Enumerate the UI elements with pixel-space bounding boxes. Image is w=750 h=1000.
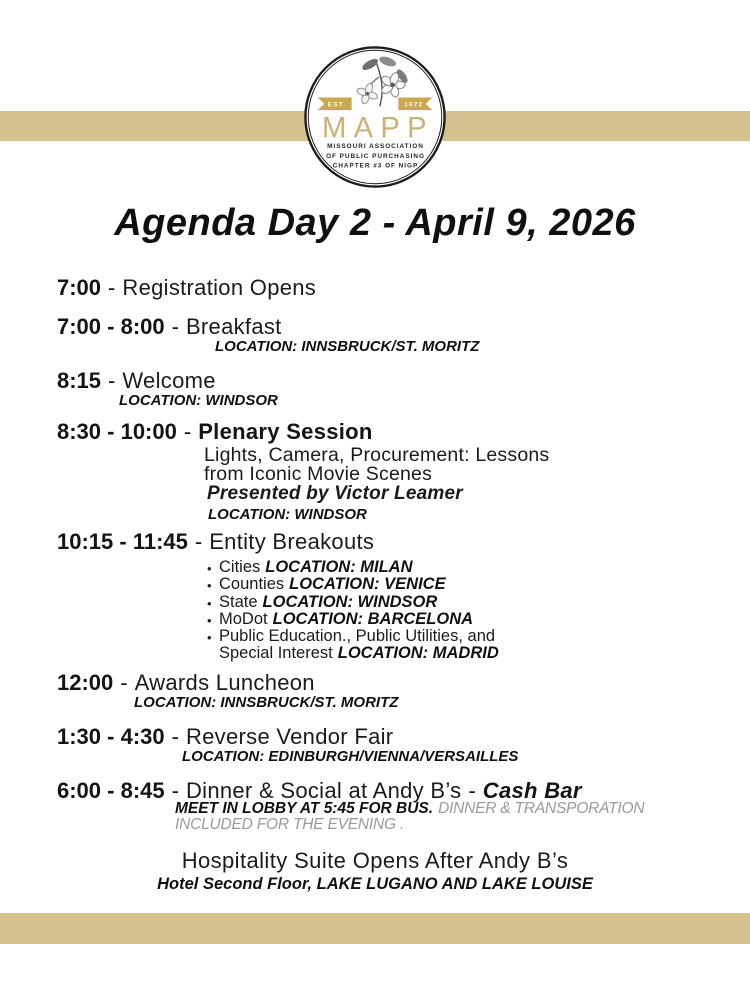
event-location: LOCATION: EDINBURGH/VIENNA/VERSAILLES	[182, 748, 519, 765]
dash-separator: -	[120, 670, 128, 695]
agenda-item-registration	[57, 276, 316, 300]
breakout-name: MoDot	[219, 609, 268, 628]
agenda-row	[57, 420, 549, 444]
agenda-row	[57, 671, 398, 695]
included-note-line1: DINNER & TRANSPORATION	[438, 800, 645, 817]
session-description-line1: Lights, Camera, Procurement: Lessons	[204, 444, 550, 466]
agenda-item-breakfast	[57, 315, 479, 355]
breakout-item-cities	[207, 559, 499, 576]
agenda-item-awards-luncheon	[57, 671, 398, 711]
dash-separator: -	[183, 419, 192, 444]
est-label: EST.	[327, 101, 347, 109]
event-title: Welcome	[122, 368, 216, 393]
breakout-location: LOCATION: BARCELONA	[272, 609, 474, 628]
breakout-name: State	[219, 592, 258, 611]
breakout-name-line1: Public Education., Public Utilities, and	[219, 627, 496, 646]
event-title: Breakfast	[185, 314, 282, 339]
event-title: Registration Opens	[122, 275, 317, 300]
event-location: LOCATION: WINDSOR	[208, 505, 367, 523]
event-location: LOCATION: INNSBRUCK/ST. MORITZ	[134, 694, 399, 711]
event-location: LOCATION: WINDSOR	[119, 392, 278, 409]
breakout-location: LOCATION: WINDSOR	[262, 592, 438, 611]
dash-separator: -	[108, 368, 116, 393]
hospitality-location: Hotel Second Floor, LAKE LUGANO AND LAKE LOUISE	[157, 875, 593, 893]
hospitality-title: Hospitality Suite Opens After Andy B’s	[181, 848, 569, 873]
event-title: Awards Luncheon	[134, 670, 315, 695]
event-time: 12:00	[57, 670, 114, 695]
event-title: Reverse Vendor Fair	[185, 724, 394, 749]
bottom-gold-band	[0, 913, 750, 944]
org-name-line3: CHAPTER #3 OF NIGP	[332, 162, 419, 170]
event-time: 7:00 - 8:00	[57, 314, 165, 339]
agenda-item-entity-breakouts	[57, 530, 499, 663]
mapp-logo-svg	[302, 44, 448, 190]
hospitality-footer	[0, 849, 750, 893]
event-time: 8:15	[57, 368, 102, 393]
session-description-line2: from Iconic Movie Scenes	[204, 463, 433, 485]
dash-separator: -	[171, 778, 179, 803]
session-presenter: Presented by Victor Leamer	[207, 483, 463, 504]
event-time: 1:30 - 4:30	[57, 724, 165, 749]
dinner-note	[175, 801, 750, 832]
breakout-name: Cities	[219, 558, 261, 576]
event-title: Plenary Session	[198, 419, 373, 444]
included-note-line2: INCLUDED FOR THE EVENING .	[175, 815, 405, 833]
mapp-acronym: MAPP	[321, 112, 434, 145]
dash-separator: -	[171, 314, 179, 339]
dash-separator: -	[194, 529, 203, 554]
agenda-item-plenary	[57, 420, 549, 523]
event-time: 7:00	[57, 275, 102, 300]
breakout-item-counties	[207, 576, 499, 593]
bus-note: MEET IN LOBBY AT 5:45 FOR BUS.	[175, 800, 434, 817]
event-time: 8:30 - 10:00	[57, 419, 177, 444]
org-name-line1: MISSOURI ASSOCIATION	[327, 143, 424, 151]
agenda-item-welcome	[57, 369, 278, 409]
mapp-logo	[302, 44, 448, 190]
breakout-location: LOCATION: MADRID	[337, 644, 499, 663]
event-time: 10:15 - 11:45	[57, 529, 188, 554]
agenda-item-reverse-vendor-fair	[57, 725, 518, 765]
year-label: 1972	[404, 101, 424, 109]
dash-separator: -	[171, 724, 179, 749]
event-location: LOCATION: INNSBRUCK/ST. MORITZ	[215, 338, 480, 355]
breakout-location: LOCATION: VENICE	[289, 575, 446, 594]
dash-separator: -	[468, 778, 476, 803]
agenda-item-dinner-social	[57, 779, 750, 832]
agenda-row	[57, 315, 479, 339]
breakout-list	[207, 559, 499, 663]
org-name-line2: OF PUBLIC PURCHASING	[326, 152, 425, 160]
breakout-name-line2: Special Interest	[219, 644, 333, 663]
agenda-row	[57, 530, 499, 554]
breakout-item-state	[207, 594, 499, 611]
agenda-row	[57, 725, 518, 749]
event-title: Dinner & Social at Andy B’s	[185, 778, 462, 803]
breakout-item-modot	[207, 611, 499, 628]
agenda-row	[57, 369, 278, 393]
breakout-name: Counties	[219, 575, 285, 594]
breakout-location: LOCATION: MILAN	[265, 558, 413, 576]
page-title: Agenda Day 2 - April 9, 2026	[114, 202, 636, 244]
dash-separator: -	[108, 275, 116, 300]
agenda-row	[57, 276, 316, 300]
event-title: Entity Breakouts	[209, 529, 375, 554]
event-time: 6:00 - 8:45	[57, 778, 165, 803]
breakout-item-public-education	[207, 628, 499, 663]
event-title-emphasis: Cash Bar	[482, 778, 582, 803]
